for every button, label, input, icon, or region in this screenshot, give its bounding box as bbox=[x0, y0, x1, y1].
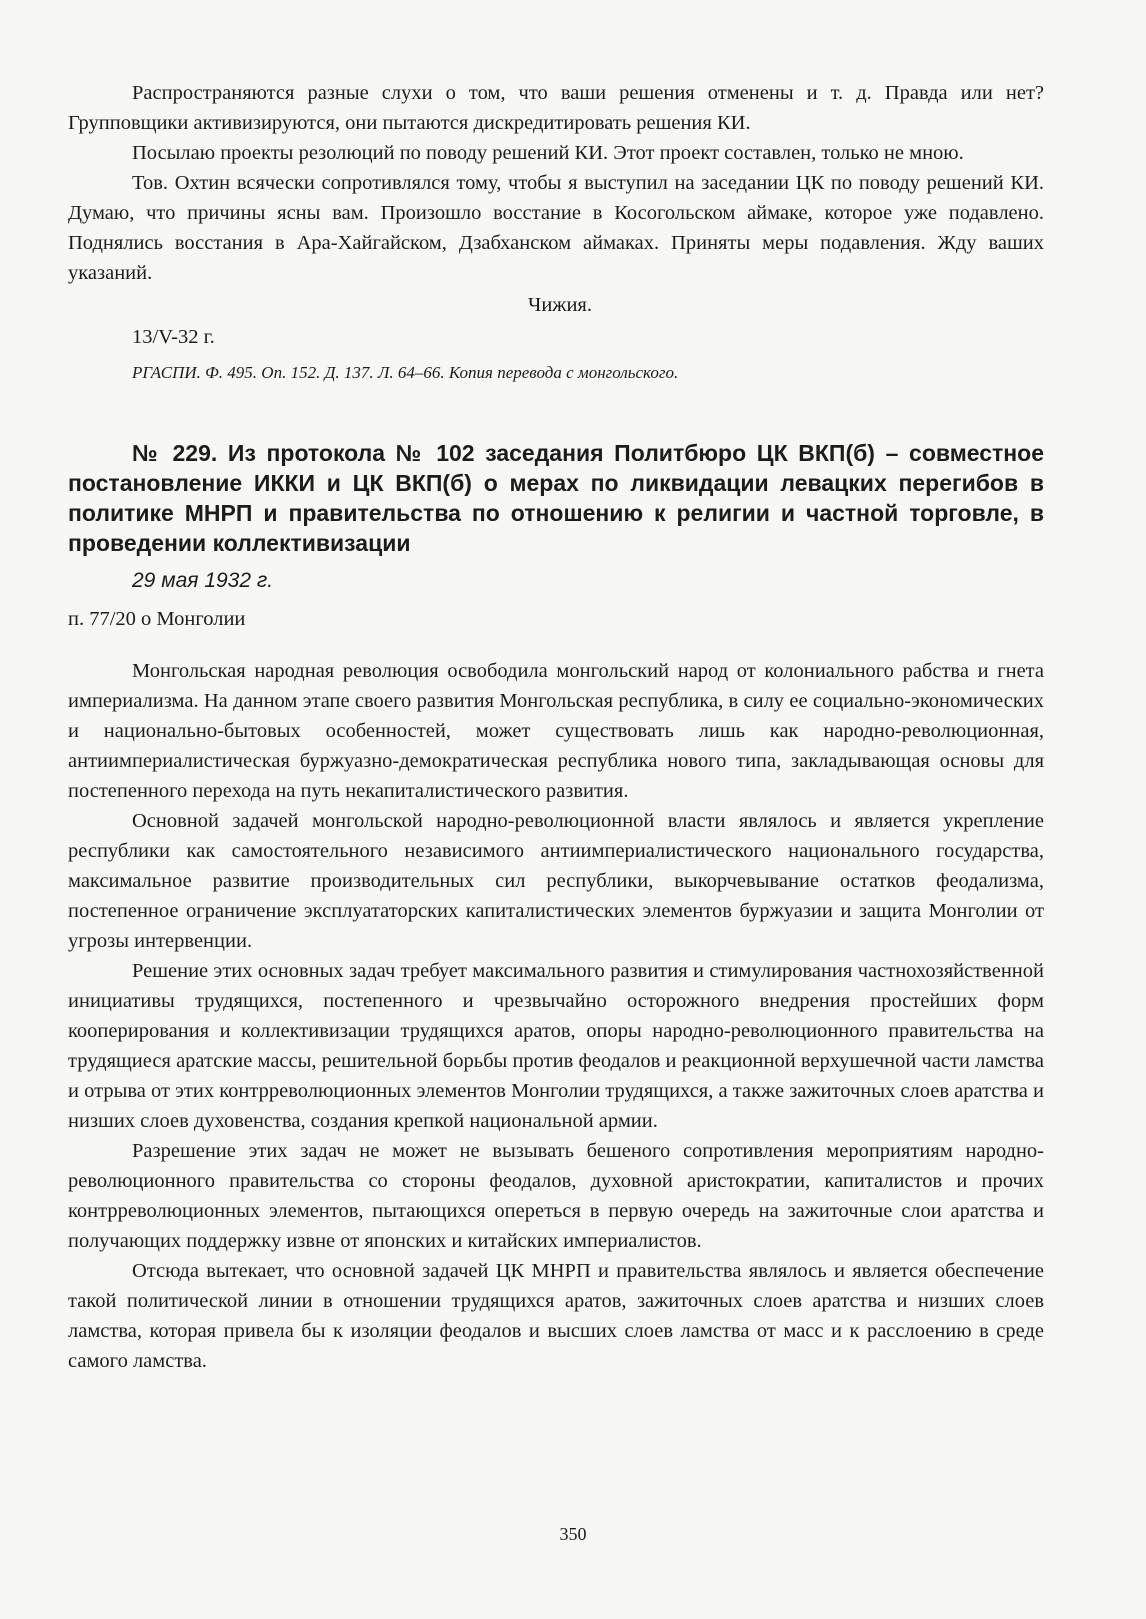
page-number: 350 bbox=[559, 1524, 587, 1544]
top-paragraph: Распространяются разные слухи о том, что ваши решения отменены и т. д. Правда или нет? Групповщики активизируются, они пытаются дискредитировать решения КИ. bbox=[68, 82, 1044, 134]
body-paragraph: Отсюда вытекает, что основной задачей ЦК МНРП и правительства являлось и является обеспечение такой политической линии в отношении трудящихся аратов, зажиточных слоев аратства и низших слоев ламства, которая привела бы к изоляции феодалов и высших слоев ламства от масс и к расслоению в среде самого ламства. bbox=[68, 1260, 1044, 1372]
top-paragraph: Посылаю проекты резолюций по поводу решений КИ. Этот проект составлен, только не мною. bbox=[132, 142, 964, 164]
item-reference: п. 77/20 о Монголии bbox=[68, 608, 246, 630]
archive-reference: РГАСПИ. Ф. 495. Оп. 152. Д. 137. Л. 64–66. Копия перевода с монгольского. bbox=[132, 363, 679, 382]
document-date: 29 мая 1932 г. bbox=[132, 569, 274, 592]
signature: Чижия. bbox=[528, 294, 592, 316]
document-page bbox=[68, 78, 1044, 1376]
body-paragraph: Основной задачей монгольской народно-революционной власти являлось и является укрепление республики как самостоятельного независимого антиимпериалистического национального государства, максимальное развитие производительных сил республики, выкорчевывание остатков феодализма, постепенное ограничение эксплуататорских капиталистических элементов буржуазии и защита Монголии от угрозы интервенции. bbox=[68, 810, 1044, 952]
body-paragraph: Разрешение этих задач не может не вызывать бешеного сопротивления мероприятиям народно-революционного правительства со стороны феодалов, духовной аристократии, капиталистов и прочих контрреволюционных элементов, пытающихся опереться в первую очередь на зажиточные слои аратства и получающих поддержку извне от японских и китайских империалистов. bbox=[68, 1140, 1044, 1252]
top-paragraph: Тов. Охтин всячески сопротивлялся тому, чтобы я выступил на заседании ЦК по поводу решений КИ. Думаю, что причины ясны вам. Произошло восстание в Косогольском аймаке, которое уже подавлено. Поднялись восстания в Ара-Хайгайском, Дзабханском аймаках. Приняты меры подавления. Жду ваших указаний. bbox=[68, 172, 1044, 284]
body-paragraph: Монгольская народная революция освободила монгольский народ от колониального рабства и гнета империализма. На данном этапе своего развития Монгольская республика, в силу ее социально-экономических и национально-бытовых особенностей, может существовать лишь как народно-революционная, антиимпериалистическая буржуазно-демократическая республика нового типа, закладывающая основы для постепенного перехода на путь некапиталистического развития. bbox=[68, 660, 1044, 802]
document-title: № 229. Из протокола № 102 заседания Политбюро ЦК ВКП(б) – совместное постановление ИККИ и ЦК ВКП(б) о мерах по ликвидации левацких перегибов в политике МНРП и правительства по отношению к религии и частной торговле, в проведении коллективизации bbox=[68, 440, 1044, 556]
letter-date: 13/V-32 г. bbox=[132, 326, 215, 348]
body-paragraph: Решение этих основных задач требует максимального развития и стимулирования частнохозяйственной инициативы трудящихся, постепенного и чрезвычайно осторожного внедрения простейших форм кооперирования и коллективизации трудящихся аратов, опоры народно-революционного правительства на трудящиеся аратские массы, решительной борьбы против феодалов и реакционной верхушечной части ламства и отрыва от этих контрреволюционных элементов Монголии трудящихся, а также зажиточных слоев аратства и низших слоев духовенства, создания крепкой национальной армии. bbox=[68, 960, 1044, 1132]
